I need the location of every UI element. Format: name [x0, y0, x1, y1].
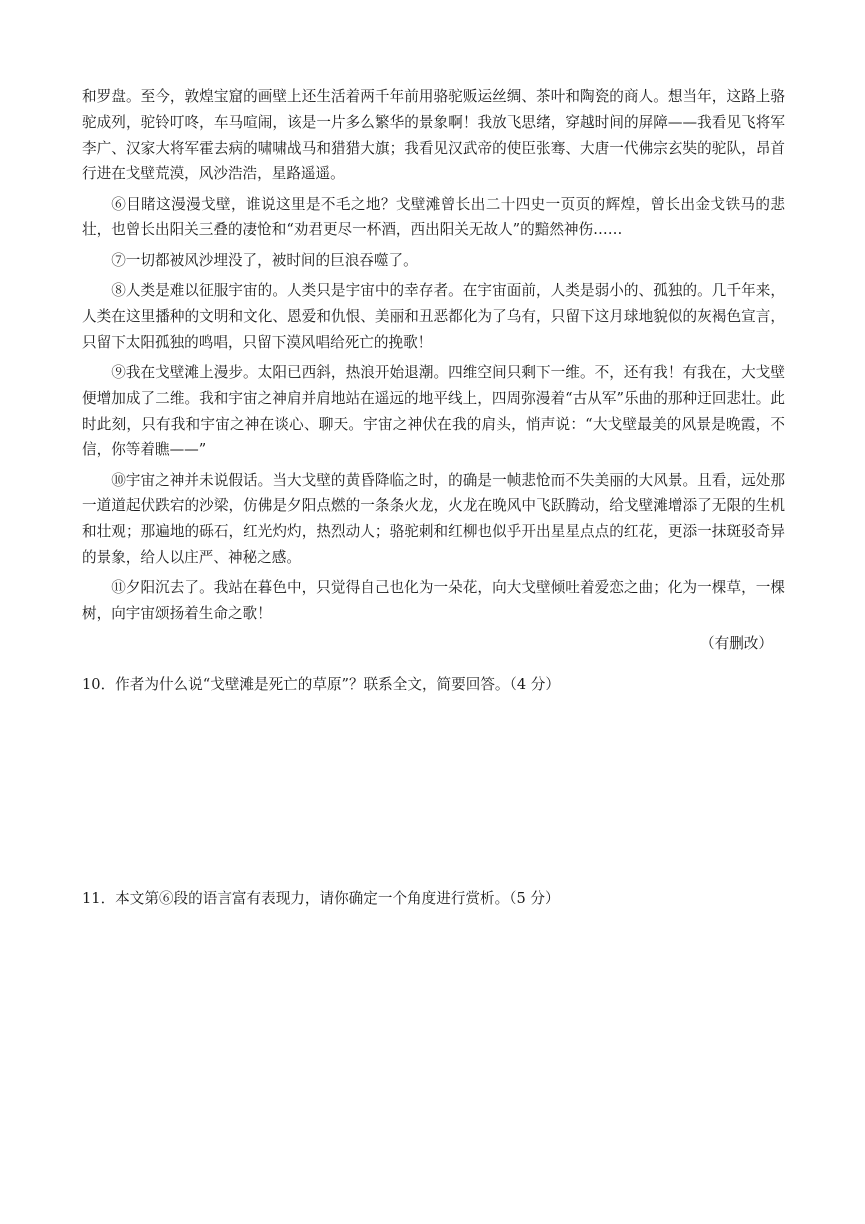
question-10: 10．作者为什么说“戈壁滩是死亡的草原”？联系全文，简要回答。（4 分）	[82, 676, 560, 693]
paragraph-7: ⑦一切都被风沙埋没了，被时间的巨浪吞噬了。	[111, 251, 418, 269]
paragraph-10: ⑩宇宙之神并未说假话。当大戈壁的黄昏降临之时，的确是一帧悲怆而不失美丽的大风景。且看，远处那一道道起伏跌宕的沙梁，仿佛是夕阳点燃的一条条火龙，火龙在晚风中飞跃腾动，给戈壁滩增添了无限的生机和壮观；那遍地的砾石，红光灼灼，热烈动人；骆驼刺和红柳也似乎开出星星点点的红花，更添一抹斑驳奇异的景象，给人以庄严、神秘之感。	[82, 471, 785, 567]
paragraph-6: ⑥目睹这漫漫戈壁，谁说这里是不毛之地？戈壁滩曾长出二十四史一页页的辉煌，曾长出金戈铁马的悲壮，也曾长出阳关三叠的凄怆和“劝君更尽一杯酒，西出阳关无故人”的黯然神伤……	[82, 195, 785, 239]
passage-body	[82, 84, 785, 657]
paragraph-9: ⑨我在戈壁滩上漫步。太阳已西斜，热浪开始退潮。四维空间只剩下一维。不，还有我！有我在，大戈壁便增加成了二维。我和宇宙之神肩并肩地站在遥远的地平线上，四周弥漫着“古从军”乐曲的那种迂回悲壮。此时此刻，只有我和宇宙之神在谈心、聊天。宇宙之神伏在我的肩头，悄声说：“大戈壁最美的风景是晚霞，不信，你等着瞧——”	[82, 363, 785, 459]
paragraph-11: ⑪夕阳沉去了。我站在暮色中，只觉得自己也化为一朵花，向大戈壁倾吐着爱恋之曲；化为一棵草，一棵树，向宇宙颂扬着生命之歌！	[82, 579, 785, 623]
question-11: 11．本文第⑥段的语言富有表现力，请你确定一个角度进行赏析。（5 分）	[82, 890, 560, 907]
source-note: （有删改）	[700, 635, 773, 653]
paragraph-5-continuation: 和罗盘。至今，敦煌宝窟的画壁上还生活着两千年前用骆驼贩运丝绸、茶叶和陶瓷的商人。想当年，这路上骆驼成列，驼铃叮咚，车马喧闹，该是一片多么繁华的景象啊！我放飞思绪，穿越时间的屏障——我看见飞将军李广、汉家大将军霍去病的啸啸战马和猎猎大旗；我看见汉武帝的使臣张骞、大唐一代佛宗玄奘的驼队，昂首行进在戈壁荒漠，风沙浩浩，星路遥遥。	[82, 88, 785, 183]
paragraph-8: ⑧人类是难以征服宇宙的。人类只是宇宙中的幸存者。在宇宙面前，人类是弱小的、孤独的。几千年来，人类在这里播种的文明和文化、恩爱和仇恨、美丽和丑恶都化为了乌有，只留下这月球地貌似的灰褐色宣言，只留下太阳孤独的鸣唱，只留下漠风唱给死亡的挽歌！	[82, 282, 785, 351]
